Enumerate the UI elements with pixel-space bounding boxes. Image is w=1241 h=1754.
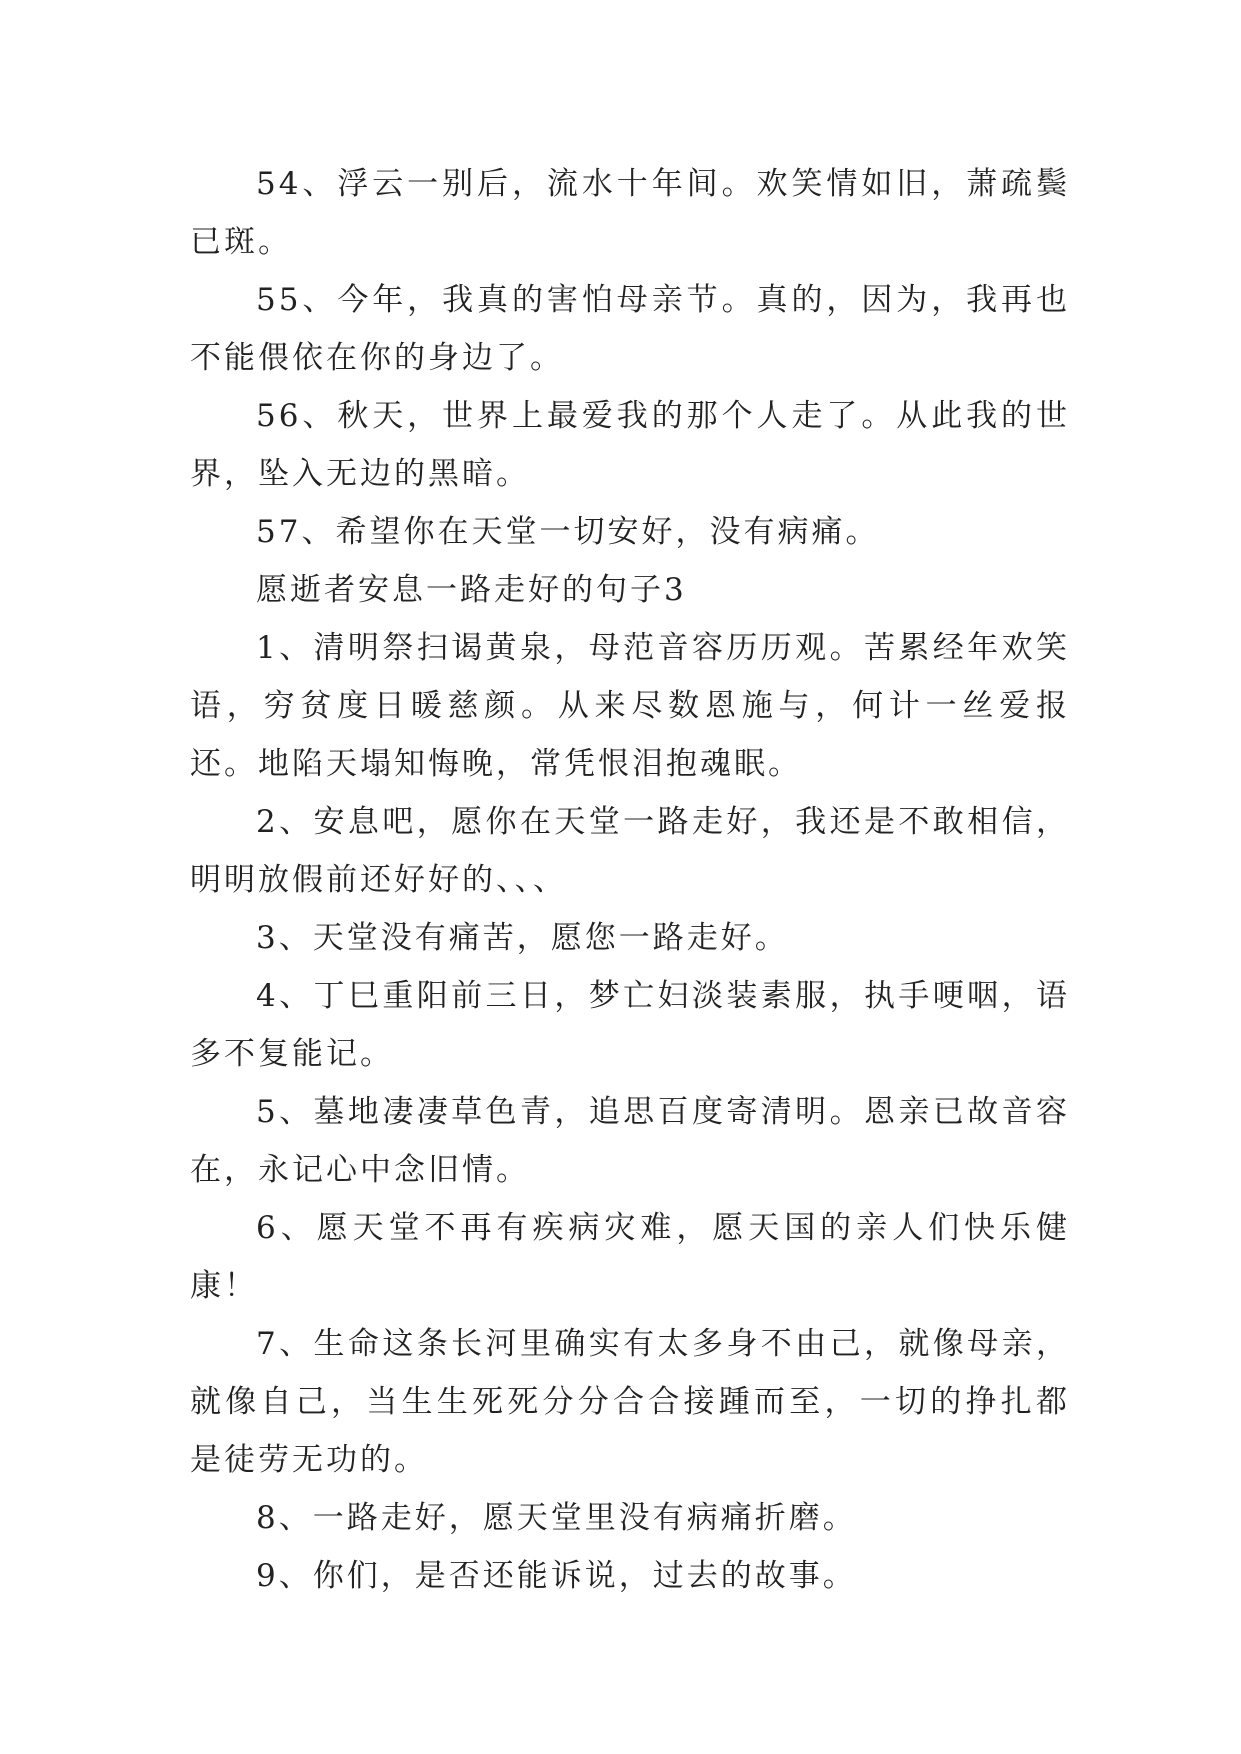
paragraph-6: 6、愿天堂不再有疾病灾难，愿天国的亲人们快乐健康！ [190,1210,1070,1304]
paragraph-3: 3、天堂没有痛苦，愿您一路走好。 [256,920,789,956]
paragraph-56: 56、秋天，世界上最爱我的那个人走了。从此我的世界，坠入无边的黑暗。 [190,398,1070,492]
paragraph-55: 55、今年，我真的害怕母亲节。真的，因为，我再也不能偎依在你的身边了。 [190,282,1070,376]
paragraph-1: 1、清明祭扫谒黄泉，母范音容历历观。苦累经年欢笑语，穷贫度日暖慈颜。从来尽数恩施与，何计一丝爱报还。地陷天塌知悔晚，常凭恨泪抱魂眠。 [190,630,1070,782]
paragraph-7: 7、生命这条长河里确实有太多身不由己，就像母亲，就像自己，当生生死死分分合合接踵而至，一切的挣扎都是徒劳无功的。 [190,1326,1070,1478]
section-heading: 愿逝者安息一路走好的句子3 [256,572,687,608]
paragraph-4: 4、丁巳重阳前三日，梦亡妇淡装素服，执手哽咽，语多不复能记。 [190,978,1070,1072]
paragraph-54: 54、浮云一别后，流水十年间。欢笑情如旧，萧疏鬓已斑。 [190,166,1070,260]
paragraph-8: 8、一路走好，愿天堂里没有病痛折磨。 [256,1500,857,1536]
paragraph-2: 2、安息吧，愿你在天堂一路走好，我还是不敢相信，明明放假前还好好的、、、 [190,804,1070,898]
document-body [190,155,1070,1605]
paragraph-5: 5、墓地凄凄草色青，追思百度寄清明。恩亲已故音容在，永记心中念旧情。 [190,1094,1070,1188]
paragraph-9: 9、你们，是否还能诉说，过去的故事。 [256,1558,857,1594]
paragraph-57: 57、希望你在天堂一切安好，没有病痛。 [256,514,880,550]
